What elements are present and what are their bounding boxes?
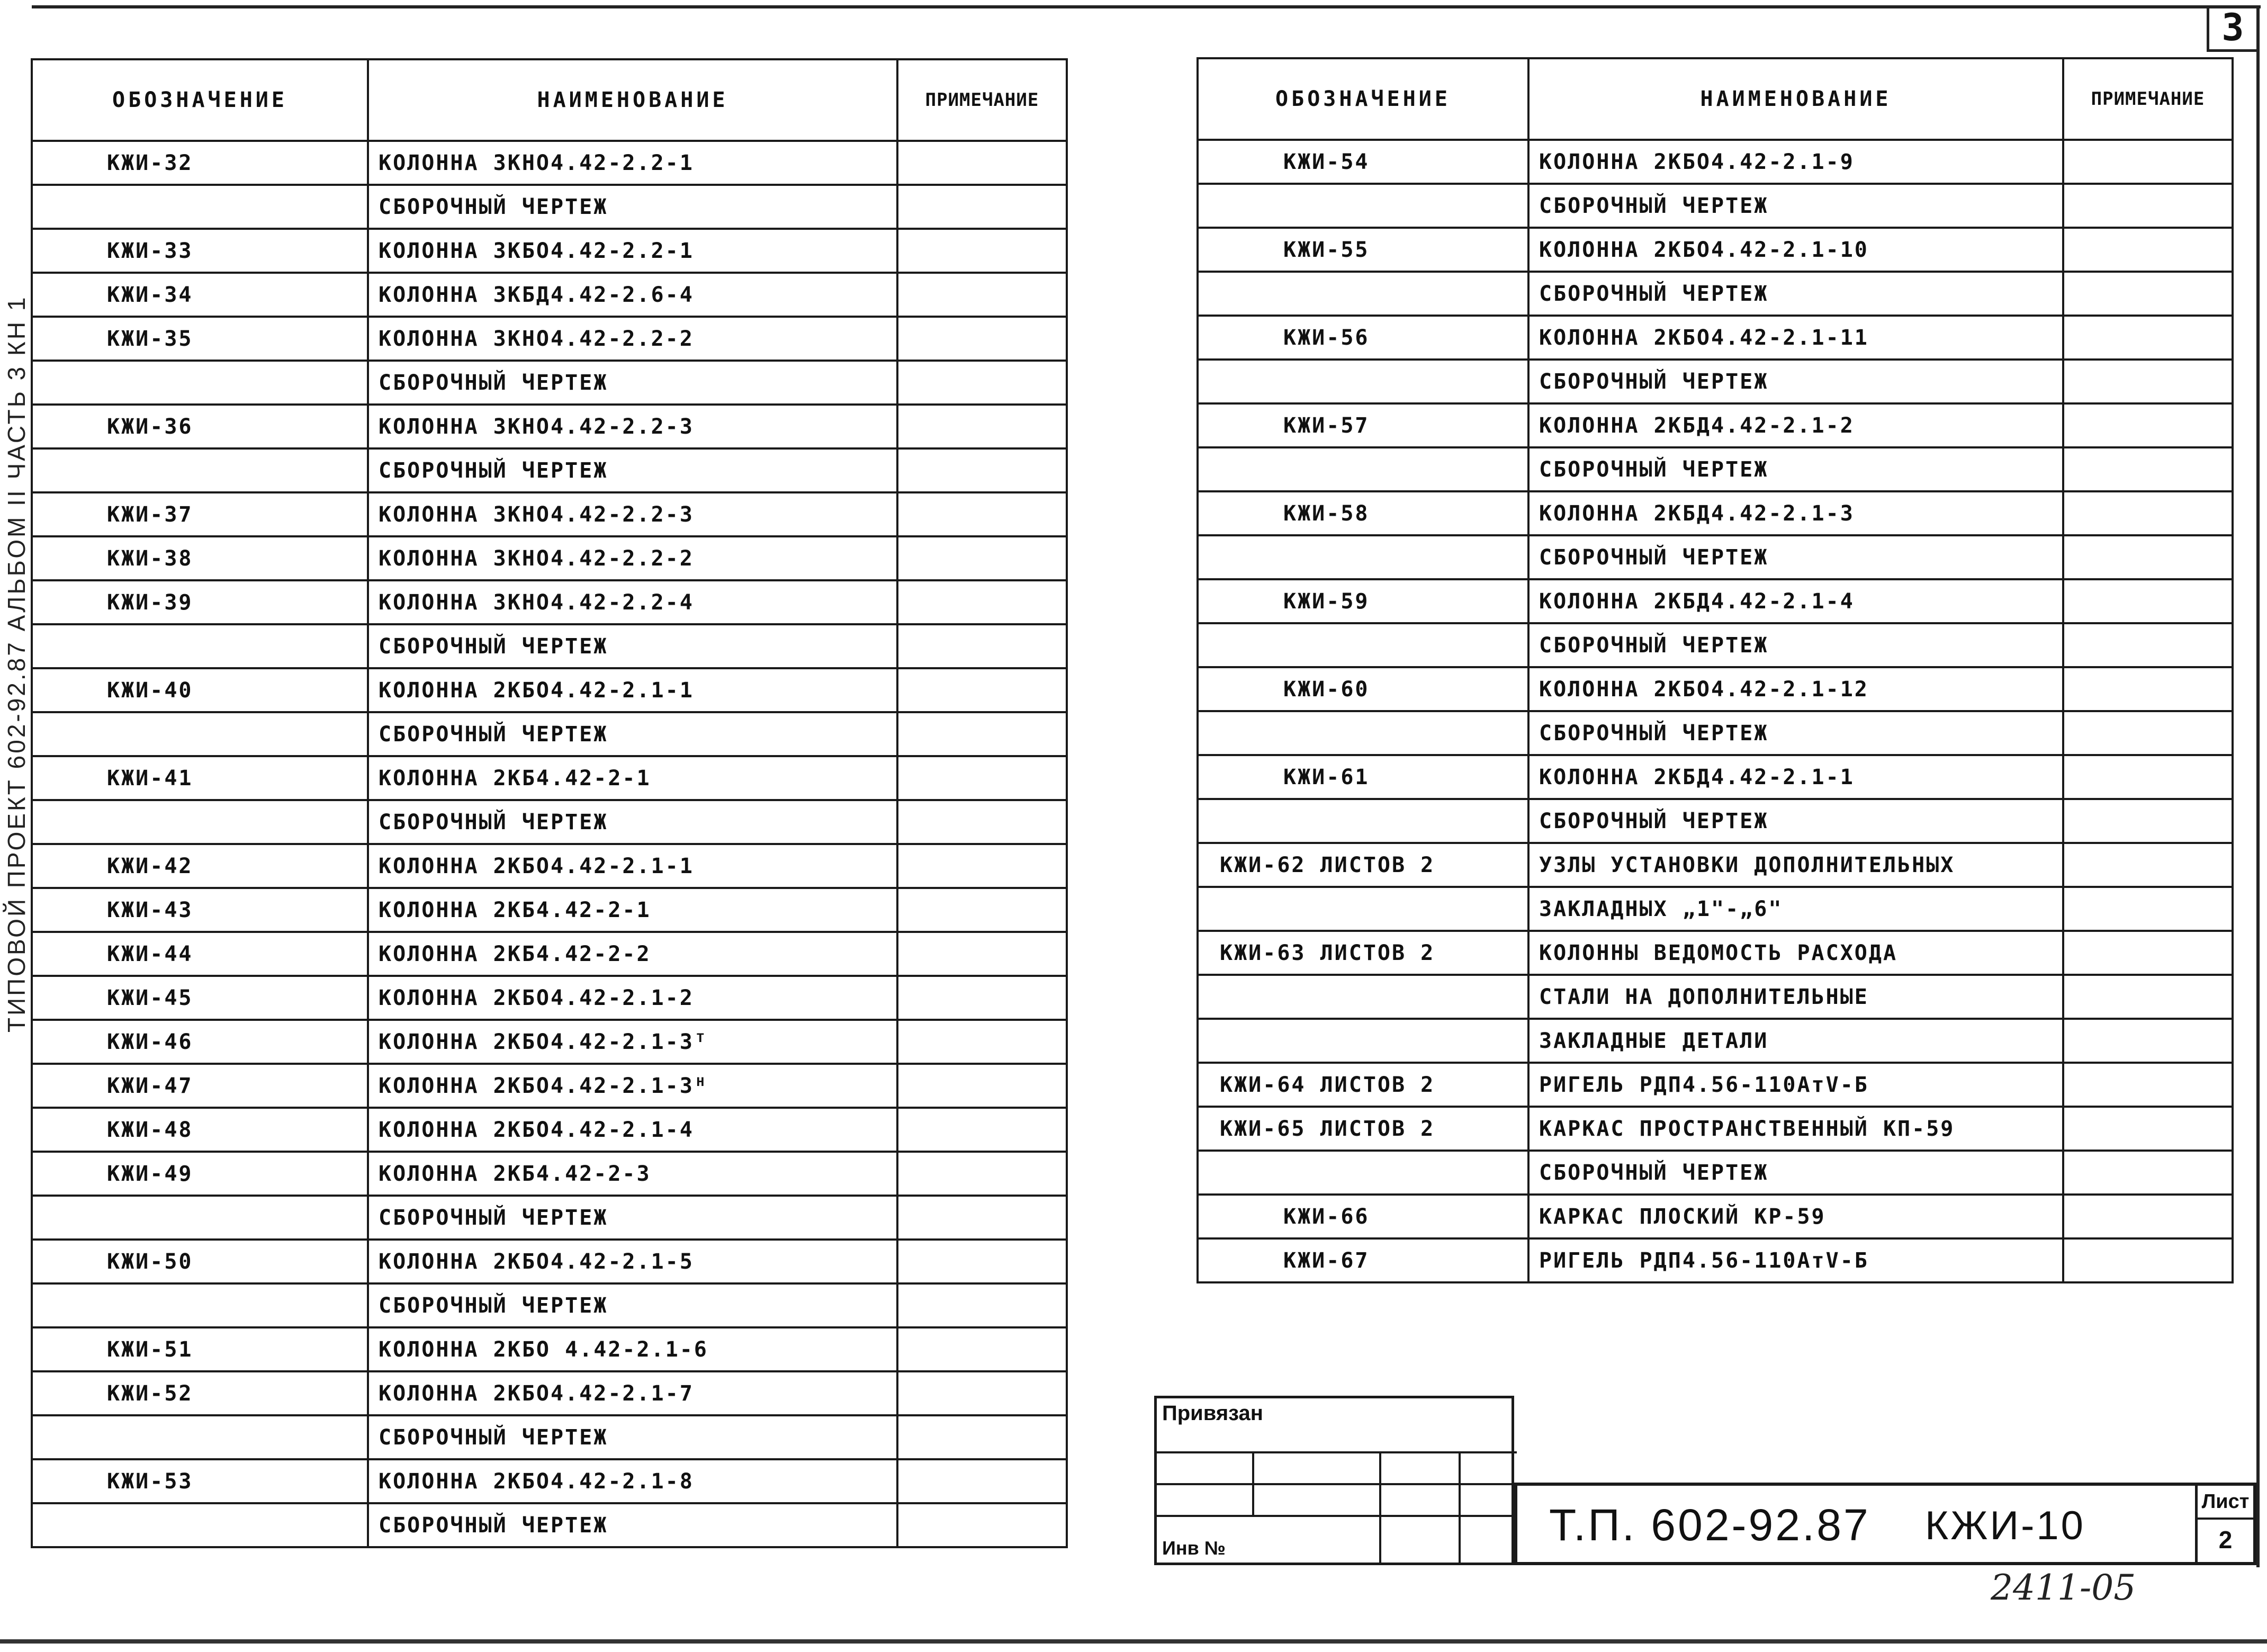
table-row	[1198, 228, 2233, 272]
row-note	[897, 844, 1067, 888]
row-name: СБОРОЧНЫЙ ЧЕРТЕЖ	[1528, 272, 2063, 316]
row-name: КОЛОННА 3КНО4.42-2.2-1	[368, 141, 897, 185]
table-row	[1198, 887, 2233, 931]
stamp-line	[1157, 1483, 1517, 1485]
row-code: КЖИ-43	[32, 888, 368, 932]
table-row	[1198, 1063, 2233, 1107]
row-code	[32, 185, 368, 229]
row-name: РИГЕЛЬ РДП4.56-110АтV-Б	[1528, 1063, 2063, 1107]
row-code: КЖИ-32	[32, 141, 368, 185]
sheet-number-box	[2195, 1486, 2253, 1562]
row-note	[2063, 535, 2233, 579]
row-note	[897, 1020, 1067, 1064]
row-code	[1198, 1019, 1528, 1063]
table-row	[32, 844, 1067, 888]
row-name: ЗАКЛАДНЫХ „1"-„6"	[1528, 887, 2063, 931]
page-number: 3	[2207, 5, 2256, 52]
table-row	[32, 932, 1067, 976]
row-note	[897, 185, 1067, 229]
row-note	[897, 317, 1067, 361]
table-row	[1198, 140, 2233, 184]
frame-right-line	[2256, 5, 2260, 1567]
row-code: КЖИ-36	[32, 405, 368, 448]
row-note	[2063, 1238, 2233, 1282]
row-note	[897, 1283, 1067, 1327]
row-code	[1198, 799, 1528, 843]
row-note	[897, 1152, 1067, 1196]
row-note	[2063, 623, 2233, 667]
row-code: КЖИ-59	[1198, 579, 1528, 623]
row-note	[897, 405, 1067, 448]
header-note: ПРИМЕЧАНИЕ	[897, 59, 1067, 141]
row-name: КОЛОННА 2КБО4.42-2.1-3ᵀ	[368, 1020, 897, 1064]
row-note	[2063, 140, 2233, 184]
row-code: КЖИ-53	[32, 1459, 368, 1503]
row-note	[2063, 843, 2233, 887]
table-row	[32, 580, 1067, 624]
stamp-divider	[1459, 1451, 1461, 1565]
row-code: КЖИ-37	[32, 492, 368, 536]
row-name: КОЛОННЫ ВЕДОМОСТЬ РАСХОДА	[1528, 931, 2063, 975]
header-name: НАИМЕНОВАНИЕ	[368, 59, 897, 141]
row-name: КОЛОННА 3КНО4.42-2.2-2	[368, 536, 897, 580]
row-note	[2063, 272, 2233, 316]
row-name: КОЛОННА 2КБ4.42-2-1	[368, 756, 897, 800]
row-note	[897, 624, 1067, 668]
table-row	[1198, 1019, 2233, 1063]
row-code: КЖИ-64 ЛИСТОВ 2	[1198, 1063, 1528, 1107]
table-row	[1198, 1151, 2233, 1195]
table-row	[32, 1415, 1067, 1459]
row-name: КОЛОННА 2КБ4.42-2-1	[368, 888, 897, 932]
project-code: Т.П. 602-92.87	[1549, 1500, 1870, 1550]
row-note	[897, 1240, 1067, 1283]
row-code: КЖИ-34	[32, 273, 368, 317]
row-note	[2063, 755, 2233, 799]
row-code	[32, 1283, 368, 1327]
row-name: КОЛОННА 2КБД4.42-2.1-1	[1528, 755, 2063, 799]
table-row	[1198, 667, 2233, 711]
row-note	[897, 712, 1067, 756]
row-code: КЖИ-65 ЛИСТОВ 2	[1198, 1107, 1528, 1151]
row-code	[1198, 272, 1528, 316]
table-row	[1198, 316, 2233, 360]
table-row	[1198, 184, 2233, 228]
row-code	[32, 448, 368, 492]
row-note	[2063, 667, 2233, 711]
row-note	[2063, 975, 2233, 1019]
header-code: ОБОЗНАЧЕНИЕ	[1198, 58, 1528, 140]
row-note	[2063, 184, 2233, 228]
table-row	[1198, 975, 2233, 1019]
binding-stamp	[1154, 1396, 1514, 1565]
row-code: КЖИ-50	[32, 1240, 368, 1283]
row-code: КЖИ-38	[32, 536, 368, 580]
row-code: КЖИ-61	[1198, 755, 1528, 799]
row-code: КЖИ-44	[32, 932, 368, 976]
table-row	[32, 1064, 1067, 1108]
row-code: КЖИ-45	[32, 976, 368, 1020]
row-note	[2063, 887, 2233, 931]
row-code: КЖИ-48	[32, 1108, 368, 1152]
row-name: КОЛОННА 2КБО4.42-2.1-1	[368, 844, 897, 888]
table-row	[1198, 403, 2233, 447]
row-name: СТАЛИ НА ДОПОЛНИТЕЛЬНЫЕ	[1528, 975, 2063, 1019]
row-note	[897, 1064, 1067, 1108]
row-note	[897, 1415, 1067, 1459]
row-code: КЖИ-42	[32, 844, 368, 888]
row-note	[2063, 403, 2233, 447]
row-name: СБОРОЧНЫЙ ЧЕРТЕЖ	[1528, 184, 2063, 228]
row-name: КОЛОННА 2КБО4.42-2.1-1	[368, 668, 897, 712]
row-code	[1198, 1151, 1528, 1195]
row-name: РИГЕЛЬ РДП4.56-110АтV-Б	[1528, 1238, 2063, 1282]
row-name: СБОРОЧНЫЙ ЧЕРТЕЖ	[368, 361, 897, 405]
row-note	[2063, 931, 2233, 975]
row-note	[897, 1503, 1067, 1547]
row-code	[1198, 623, 1528, 667]
table-row	[1198, 535, 2233, 579]
row-name: КОЛОННА 2КБО 4.42-2.1-6	[368, 1327, 897, 1371]
row-name: КОЛОННА 2КБД4.42-2.1-3	[1528, 491, 2063, 535]
row-note	[897, 756, 1067, 800]
row-name: СБОРОЧНЫЙ ЧЕРТЕЖ	[368, 624, 897, 668]
table-row	[1198, 931, 2233, 975]
row-name: КОЛОННА 2КБО4.42-2.1-10	[1528, 228, 2063, 272]
table-row	[1198, 1107, 2233, 1151]
row-code: КЖИ-54	[1198, 140, 1528, 184]
table-row	[1198, 1238, 2233, 1282]
row-name: КОЛОННА 2КБО4.42-2.1-4	[368, 1108, 897, 1152]
row-code: КЖИ-33	[32, 229, 368, 273]
row-name: КОЛОННА 2КБД4.42-2.1-2	[1528, 403, 2063, 447]
row-note	[2063, 1195, 2233, 1238]
sheet-code: КЖИ-10	[1925, 1503, 2085, 1548]
table-row	[1198, 579, 2233, 623]
row-note	[897, 888, 1067, 932]
table-row	[32, 1503, 1067, 1547]
row-name: СБОРОЧНЫЙ ЧЕРТЕЖ	[1528, 535, 2063, 579]
row-note	[2063, 579, 2233, 623]
table-row	[32, 1196, 1067, 1240]
row-code	[1198, 975, 1528, 1019]
row-name: СБОРОЧНЫЙ ЧЕРТЕЖ	[368, 1196, 897, 1240]
row-code: КЖИ-40	[32, 668, 368, 712]
row-name: СБОРОЧНЫЙ ЧЕРТЕЖ	[368, 448, 897, 492]
row-name: КОЛОННА 3КБО4.42-2.2-1	[368, 229, 897, 273]
row-code	[1198, 447, 1528, 491]
table-row	[1198, 272, 2233, 316]
sheet-number: 2	[2218, 1526, 2233, 1554]
row-code: КЖИ-63 ЛИСТОВ 2	[1198, 931, 1528, 975]
header-note: ПРИМЕЧАНИЕ	[2063, 58, 2233, 140]
row-code: КЖИ-39	[32, 580, 368, 624]
row-name: КАРКАС ПРОСТРАНСТВЕННЫЙ КП-59	[1528, 1107, 2063, 1151]
table-row	[32, 229, 1067, 273]
row-name: СБОРОЧНЫЙ ЧЕРТЕЖ	[1528, 799, 2063, 843]
row-name: КОЛОННА 3КНО4.42-2.2-4	[368, 580, 897, 624]
stamp-line	[1157, 1515, 1517, 1517]
row-note	[897, 141, 1067, 185]
row-name: КОЛОННА 2КБО4.42-2.1-12	[1528, 667, 2063, 711]
table-row	[32, 185, 1067, 229]
table-row	[32, 448, 1067, 492]
table-row	[32, 1371, 1067, 1415]
table-row	[32, 756, 1067, 800]
table-row	[1198, 711, 2233, 755]
row-code: КЖИ-62 ЛИСТОВ 2	[1198, 843, 1528, 887]
table-row	[32, 536, 1067, 580]
row-note	[897, 1327, 1067, 1371]
row-code	[32, 1196, 368, 1240]
row-name: СБОРОЧНЫЙ ЧЕРТЕЖ	[368, 185, 897, 229]
table-row	[32, 141, 1067, 185]
row-code	[32, 1503, 368, 1547]
row-name: КОЛОННА 3КНО4.42-2.2-3	[368, 492, 897, 536]
table-row	[32, 1459, 1067, 1503]
stamp-divider	[1379, 1451, 1381, 1565]
row-note	[897, 800, 1067, 844]
table-row	[32, 1240, 1067, 1283]
table-row	[32, 361, 1067, 405]
row-name: СБОРОЧНЫЙ ЧЕРТЕЖ	[1528, 711, 2063, 755]
row-name: ЗАКЛАДНЫЕ ДЕТАЛИ	[1528, 1019, 2063, 1063]
table-row	[1198, 491, 2233, 535]
table-row	[1198, 843, 2233, 887]
row-name: СБОРОЧНЫЙ ЧЕРТЕЖ	[1528, 623, 2063, 667]
table-row	[32, 405, 1067, 448]
sheet-label: Лист	[2198, 1486, 2253, 1520]
row-note	[897, 1371, 1067, 1415]
row-note	[897, 1108, 1067, 1152]
table-row	[32, 1020, 1067, 1064]
row-name: СБОРОЧНЫЙ ЧЕРТЕЖ	[368, 1503, 897, 1547]
row-name: КОЛОННА 3КНО4.42-2.2-2	[368, 317, 897, 361]
row-name: КОЛОННА 2КБО4.42-2.1-3ᴴ	[368, 1064, 897, 1108]
row-code: КЖИ-57	[1198, 403, 1528, 447]
row-code: КЖИ-58	[1198, 491, 1528, 535]
stamp-inv-label: Инв №	[1162, 1537, 1226, 1559]
table-row	[1198, 1195, 2233, 1238]
row-code: КЖИ-66	[1198, 1195, 1528, 1238]
row-name: КОЛОННА 2КБО4.42-2.1-8	[368, 1459, 897, 1503]
title-block	[1514, 1483, 2256, 1565]
row-note	[897, 580, 1067, 624]
table-row	[1198, 755, 2233, 799]
row-name: КОЛОННА 2КБО4.42-2.1-11	[1528, 316, 2063, 360]
row-code	[1198, 887, 1528, 931]
right-header-row	[1198, 58, 2233, 140]
stamp-label: Привязан	[1162, 1402, 1263, 1425]
row-code: КЖИ-55	[1198, 228, 1528, 272]
row-note	[2063, 1063, 2233, 1107]
right-spec-table	[1197, 57, 2234, 1283]
row-code	[1198, 535, 1528, 579]
row-note	[897, 229, 1067, 273]
row-note	[2063, 447, 2233, 491]
side-stamp: ТИПОВОЙ ПРОЕКТ 602-92.87 АЛЬБОМ II ЧАСТЬ 3 КН 1	[3, 295, 30, 1032]
row-name: КОЛОННА 2КБО4.42-2.1-5	[368, 1240, 897, 1283]
row-code	[1198, 711, 1528, 755]
row-name: КОЛОННА 2КБО4.42-2.1-9	[1528, 140, 2063, 184]
table-row	[1198, 799, 2233, 843]
row-note	[897, 448, 1067, 492]
row-name: СБОРОЧНЫЙ ЧЕРТЕЖ	[1528, 360, 2063, 403]
left-spec-table	[31, 58, 1068, 1548]
table-row	[32, 800, 1067, 844]
row-note	[2063, 491, 2233, 535]
left-header-row	[32, 59, 1067, 141]
row-note	[2063, 799, 2233, 843]
row-note	[897, 932, 1067, 976]
row-name: КОЛОННА 3КНО4.42-2.2-3	[368, 405, 897, 448]
row-name: КОЛОННА 2КБО4.42-2.1-7	[368, 1371, 897, 1415]
row-code	[32, 361, 368, 405]
row-note	[2063, 1151, 2233, 1195]
table-row	[1198, 447, 2233, 491]
table-row	[32, 624, 1067, 668]
table-row	[32, 1152, 1067, 1196]
row-code: КЖИ-51	[32, 1327, 368, 1371]
row-name: КАРКАС ПЛОСКИЙ КР-59	[1528, 1195, 2063, 1238]
frame-top-line	[32, 5, 2261, 8]
table-row	[32, 1283, 1067, 1327]
table-row	[32, 712, 1067, 756]
row-code: КЖИ-67	[1198, 1238, 1528, 1282]
row-name: КОЛОННА 3КБД4.42-2.6-4	[368, 273, 897, 317]
table-row	[32, 492, 1067, 536]
row-code	[32, 624, 368, 668]
row-name: КОЛОННА 2КБО4.42-2.1-2	[368, 976, 897, 1020]
row-note	[2063, 711, 2233, 755]
row-note	[2063, 1107, 2233, 1151]
row-name: УЗЛЫ УСТАНОВКИ ДОПОЛНИТЕЛЬНЫХ	[1528, 843, 2063, 887]
row-code: КЖИ-56	[1198, 316, 1528, 360]
table-row	[32, 273, 1067, 317]
row-code: КЖИ-47	[32, 1064, 368, 1108]
handwritten-number: 2411-05	[1991, 1567, 2136, 1608]
row-note	[2063, 228, 2233, 272]
row-name: СБОРОЧНЫЙ ЧЕРТЕЖ	[368, 712, 897, 756]
row-code: КЖИ-41	[32, 756, 368, 800]
row-code: КЖИ-52	[32, 1371, 368, 1415]
row-name: СБОРОЧНЫЙ ЧЕРТЕЖ	[368, 1283, 897, 1327]
table-row	[32, 976, 1067, 1020]
row-name: СБОРОЧНЫЙ ЧЕРТЕЖ	[368, 1415, 897, 1459]
row-note	[897, 1459, 1067, 1503]
row-note	[897, 1196, 1067, 1240]
row-note	[897, 361, 1067, 405]
row-note	[2063, 316, 2233, 360]
header-name: НАИМЕНОВАНИЕ	[1528, 58, 2063, 140]
row-note	[897, 492, 1067, 536]
row-code: КЖИ-35	[32, 317, 368, 361]
row-code	[1198, 360, 1528, 403]
row-code	[32, 1415, 368, 1459]
row-code	[32, 712, 368, 756]
row-name: КОЛОННА 2КБД4.42-2.1-4	[1528, 579, 2063, 623]
table-row	[1198, 623, 2233, 667]
row-code	[1198, 184, 1528, 228]
table-row	[32, 317, 1067, 361]
stamp-line	[1157, 1451, 1517, 1453]
row-note	[2063, 360, 2233, 403]
header-code: ОБОЗНАЧЕНИЕ	[32, 59, 368, 141]
table-row	[32, 888, 1067, 932]
row-note	[897, 976, 1067, 1020]
row-code: КЖИ-60	[1198, 667, 1528, 711]
row-name: СБОРОЧНЫЙ ЧЕРТЕЖ	[368, 800, 897, 844]
row-note	[897, 668, 1067, 712]
row-code	[32, 800, 368, 844]
table-row	[32, 668, 1067, 712]
row-code: КЖИ-49	[32, 1152, 368, 1196]
row-note	[2063, 1019, 2233, 1063]
row-note	[897, 273, 1067, 317]
table-row	[32, 1108, 1067, 1152]
row-name: СБОРОЧНЫЙ ЧЕРТЕЖ	[1528, 1151, 2063, 1195]
table-row	[1198, 360, 2233, 403]
row-name: КОЛОННА 2КБ4.42-2-3	[368, 1152, 897, 1196]
row-note	[897, 536, 1067, 580]
frame-bottom-line	[0, 1639, 2267, 1644]
row-name: КОЛОННА 2КБ4.42-2-2	[368, 932, 897, 976]
row-name: СБОРОЧНЫЙ ЧЕРТЕЖ	[1528, 447, 2063, 491]
stamp-divider	[1252, 1451, 1254, 1515]
table-row	[32, 1327, 1067, 1371]
row-code: КЖИ-46	[32, 1020, 368, 1064]
